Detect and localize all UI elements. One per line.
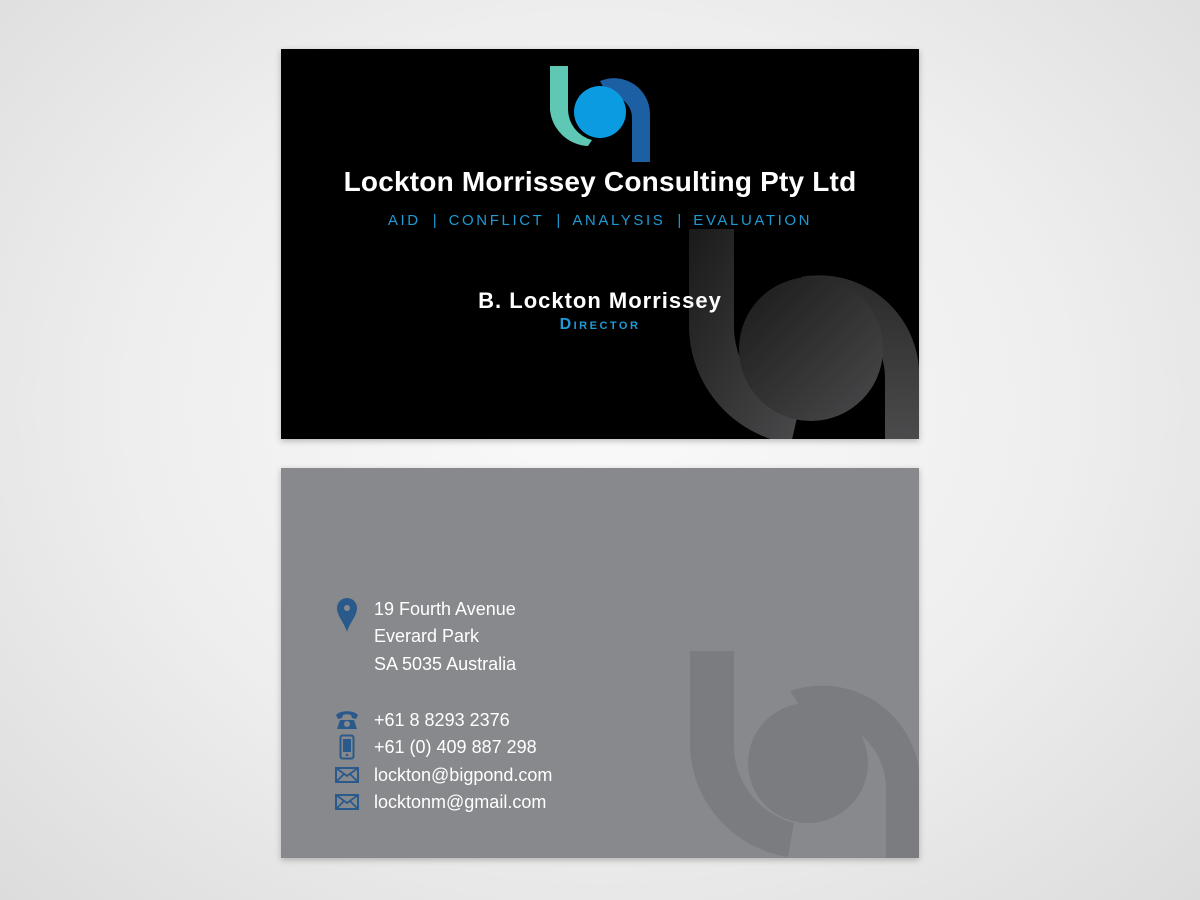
mobile-row [332, 735, 537, 759]
tagline-item-evaluation: EVALUATION [693, 212, 813, 229]
tagline-separator: | [556, 212, 561, 229]
telephone-icon [332, 708, 362, 732]
mobile-number[interactable]: +61 (0) 409 887 298 [374, 736, 537, 757]
email-row-2 [332, 790, 546, 814]
company-name: Lockton Morrissey Consulting Pty Ltd [343, 166, 857, 197]
envelope-icon [332, 790, 362, 814]
email-address-1[interactable]: lockton@bigpond.com [374, 764, 553, 785]
tagline-item-conflict: CONFLICT [448, 212, 545, 229]
person-name: B. Lockton Morrissey [478, 288, 722, 313]
location-pin-icon [336, 598, 358, 632]
logo-watermark-back [690, 651, 919, 858]
mobile-phone-icon [332, 735, 362, 759]
tagline-item-analysis: ANALYSIS [572, 212, 666, 229]
address-line-3: SA 5035 Australia [374, 654, 517, 674]
phone-row [332, 708, 510, 732]
tagline-separator: | [677, 212, 682, 229]
email-row-1 [332, 763, 552, 787]
address-line-1: 19 Fourth Avenue [374, 599, 516, 619]
envelope-icon [332, 763, 362, 787]
logo-watermark-front [689, 229, 919, 439]
tagline-separator: | [432, 212, 437, 229]
tagline-item-aid: AID [387, 212, 421, 229]
tagline [281, 212, 919, 229]
phone-number[interactable]: +61 8 8293 2376 [374, 709, 510, 730]
lq-monogram-logo [548, 66, 652, 162]
email-address-2[interactable]: locktonm@gmail.com [374, 791, 547, 812]
person-title: Director [559, 316, 641, 333]
address-line-2: Everard Park [374, 626, 480, 646]
